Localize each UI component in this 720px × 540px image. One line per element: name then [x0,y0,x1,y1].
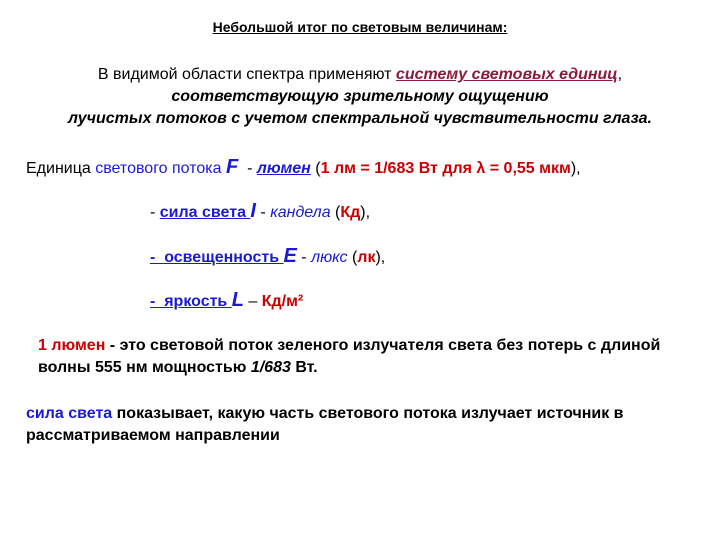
intensity-close: ), [360,204,371,221]
illuminance-unit: люкс [311,249,348,266]
flux-dash: - [238,160,257,177]
lumen-text: - это световой поток зеленого излучателя света без потерь с длиной волны 555 нм мощностью [38,337,661,376]
intensity-dash: - [150,204,160,221]
flux-symbol: F [225,156,239,178]
intensity-open: ( [330,204,341,221]
illuminance-line [150,245,385,268]
flux-open: ( [310,160,321,177]
flux-name: светового потока [95,160,226,177]
lumen-value: 1/683 [250,359,291,376]
luminance-name: - яркость [150,293,232,310]
lumen-text-end: Вт. [290,359,318,376]
luminance-line [150,289,303,312]
intro-line-3: лучистых потоков с учетом спектральной чувствительности глаза. [68,110,652,127]
intensity-abbr: Кд [340,204,361,221]
intensity-definition [26,403,706,447]
intro-highlight: систему световых единиц [395,66,618,83]
luminance-symbol: L [231,289,244,311]
intro-paragraph [0,64,720,130]
intensity-def-text: показывает, какую часть светового потока излучает источник в рассматриваемом направлении [26,405,624,444]
flux-unit: люмен [256,160,311,177]
intensity-name: сила света [159,204,251,221]
illuminance-abbr: лк [357,249,376,266]
luminance-sep: – [243,293,262,310]
flux-close: ), [570,160,581,177]
flux-prefix: Единица [26,160,96,177]
intro-line-1 [0,64,720,86]
illuminance-close: ), [375,249,386,266]
illuminance-open: ( [347,249,358,266]
intro-text: В видимой области спектра применяют [97,66,396,83]
lumen-term: 1 люмен [38,337,106,354]
illuminance-name: - освещенность [150,249,284,266]
intensity-symbol: I [250,200,256,222]
luminous-flux-line [26,156,581,179]
intensity-unit: кандела [270,204,331,221]
illuminance-sep: - [296,249,312,266]
lumen-definition [38,335,678,379]
intensity-sep: - [255,204,271,221]
intensity-line [150,200,370,223]
intensity-def-term: сила света [26,405,113,422]
flux-detail: 1 лм = 1/683 Вт для λ = 0,55 мкм [320,160,571,177]
intro-line-2: соответствующую зрительному ощущению [171,88,549,105]
slide-title: Небольшой итог по световым величинам: [212,19,508,35]
illuminance-symbol: E [283,245,297,267]
intro-comma: , [617,66,623,83]
luminance-unit: Кд/м² [261,293,304,310]
